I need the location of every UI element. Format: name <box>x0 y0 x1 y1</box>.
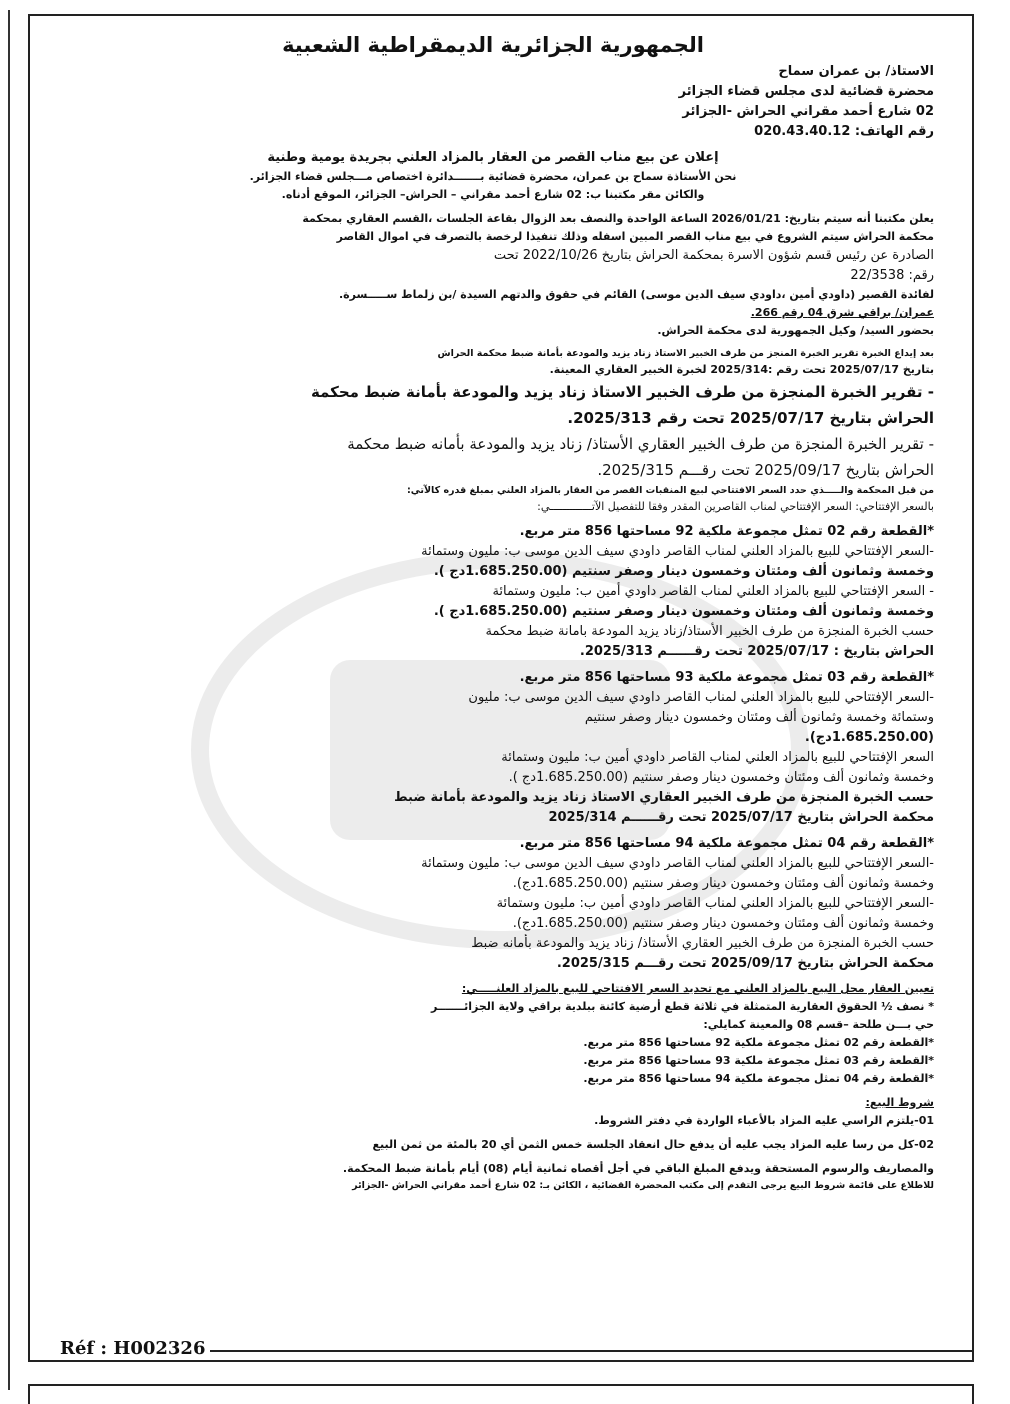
lot-line: - السعر الإفتتاحي للبيع بالمزاد العلني لمناب القاصر داودي أمين ب: مليون وستمائة <box>492 584 934 599</box>
lot-line: حسب الخبرة المنجزة من طرف الخبير العقاري الاستاذ زناد يزيد والمودعة بأمانة ضبط <box>394 790 934 805</box>
body-line: بالسعر الإفتتاحي: السعر الإفتتاحي لمناب القاصرين المقدر وفقا للتفصيل الآتـــــــــــــي: <box>537 500 934 513</box>
property-line: *القطعة رقم 04 تمثل مجموعة ملكية 94 مساحتها 856 متر مربع. <box>583 1072 934 1085</box>
lot-line: الحراش بتاريخ : 2025/07/17 تحت رقــــــم 2025/313. <box>579 644 934 659</box>
office-line: الاستاذ/ بن عمران سماح <box>778 64 934 79</box>
lot-line: -السعر الإفتتاحي للبيع بالمزاد العلني لمناب القاصر داودي سيف الدين موسى ب: مليون وستمائة <box>421 544 934 559</box>
body-line: الحراش بتاريخ 2025/07/17 تحت رقم 2025/313. <box>567 409 934 427</box>
body-line: بتاريخ 2025/07/17 تحت رقم :2025/314 لخبرة الخبير العقاري المعينة. <box>549 363 934 376</box>
property-line: * نصف ½ الحقوق العقارية المتمثلة في ثلاثة قطع أرضية كائنة ببلدية براقي ولاية الجزائـــــــر <box>430 1000 934 1013</box>
lot-line: -السعر الإفتتاحي للبيع بالمزاد العلني لمناب القاصر داودي أمين ب: مليون وستمائة <box>496 896 934 911</box>
expertise-report-313 <box>52 379 934 431</box>
lot-line: حسب الخبرة المنجزة من طرف الخبير الأستاذ/زناد يزيد المودعة بامانة ضبط محكمة <box>485 624 934 639</box>
notice-intro: نحن الأستاذة سماح بن عمران، محضرة قضائية بـــــــدائرة اختصاص مـــجلس قضاء الجزائر. <box>249 170 737 183</box>
auction-details <box>52 210 934 340</box>
body-line: لفائدة القصير (داودي أمين ،داودي سيف الدين موسى) القائم في حقوق والدتهم السيدة /بن زلماط ســـــسرة. <box>338 288 934 301</box>
office-line: محضرة قضائية لدى مجلس قضاء الجزائر <box>678 84 934 99</box>
sale-conditions <box>52 1094 934 1193</box>
expertise-report-315 <box>52 431 934 483</box>
notice-heading: إعلان عن بيع مناب القصر من العقار بالمزاد العلني بجريدة يومية وطنية <box>267 150 719 165</box>
page-title: الجمهورية الجزائرية الديمقراطية الشعبية <box>282 33 704 57</box>
office-phone: رقم الهاتف: 020.43.40.12 <box>754 124 934 139</box>
lot-line: وخمسة وثمانون ألف ومئتان وخمسون دينار وصفر سنتيم (1.685.250.00دج ). <box>508 770 934 785</box>
bailiff-office-block <box>52 62 934 142</box>
lot-02 <box>52 522 934 662</box>
lot-line: -السعر الإفتتاحي للبيع بالمزاد العلني لمناب القاصر داودي سيف الدين موسى ب: مليون وستمائة <box>421 856 934 871</box>
expertise-deposit <box>52 346 934 379</box>
body-line: محكمة الحراش سيتم الشروع في بيع مناب القصر المبين اسفله وذلك تنفيذا لرخصة بالتصرف في اموال القاصر <box>336 230 934 243</box>
body-line: الحراش بتاريخ 2025/09/17 تحت رقـــم 2025/315. <box>597 461 934 479</box>
condition-line: 01-يلتزم الراسي عليه المزاد بالأعباء الواردة في دفتر الشروط. <box>594 1114 934 1127</box>
next-document-frame <box>28 1384 974 1404</box>
property-line: حي بـــن طلحة –قسم 08 والمعينة كمايلي: <box>703 1018 934 1031</box>
body-line: بعد إيداع الخبرة تقرير الخبرة المنجز من طرف الخبير الاستاذ زناد يزيد والمودعة بأمانة ضبط محكمة الحراش <box>437 348 934 359</box>
body-line: - تقرير الخبرة المنجزة من طرف الخبير العقاري الأستاذ/ زناد يزيد والمودعة بأمانه ضبط محكمة <box>347 435 934 453</box>
notice-intro: والكائن مقر مكتبنا ب: 02 شارع أحمد مقراني – الحراش– الجزائر، الموقع أدناه. <box>281 188 705 201</box>
body-line: رقم: 22/3538 <box>850 268 934 283</box>
footer-note: للاطلاع على قائمة شروط البيع يرجى التقدم إلى مكتب المحضرة القضائية ، الكائن بـ: 02 شارع أحمد مقراني الحراش -الجزائر <box>352 1180 934 1191</box>
lot-line: وخمسة وثمانون ألف ومئتان وخمسون دينار وصفر سنتيم (1.685.250.00دج ). <box>433 604 934 619</box>
lot-line: (1.685.250.00دج). <box>804 730 934 745</box>
scan-edge-line <box>8 10 10 1390</box>
lot-line: -السعر الإفتتاحي للبيع بالمزاد العلني لمناب القاصر داودي سيف الدين موسى ب: مليون <box>468 690 934 705</box>
body-line: - تقرير الخبرة المنجزة من طرف الخبير الاستاذ زناد يزيد والمودعة بأمانة ضبط محكمة <box>310 383 934 401</box>
announcement-content <box>52 30 934 1193</box>
lot-title: *القطعة رقم 02 تمثل مجموعة ملكية 92 مساحتها 856 متر مربع. <box>519 524 934 539</box>
body-line: عمران/ براقي شرق 04 رقم 266. <box>750 306 934 319</box>
condition-line: والمصاريف والرسوم المستحقة ويدفع المبلغ الباقي في أجل أقصاه ثمانية أيام (08) أيام بأمانة ضبط المحكمة. <box>342 1162 934 1175</box>
condition-line: 02-كل من رسا عليه المزاد يجب عليه أن يدفع حال انعقاد الجلسة خمس الثمن أي 20 بالمئة من ثمن البيع <box>372 1138 934 1151</box>
office-line: 02 شارع أحمد مقراني الحراش -الجزائر <box>682 104 934 119</box>
reference-rule <box>190 1350 974 1352</box>
lot-line: وستمائة وخمسة وثمانون ألف ومئتان وخمسون دينار وصفر سنتيم <box>584 710 934 725</box>
lot-line: محكمة الحراش بتاريخ 2025/07/17 تحت رقــــــم 2025/314 <box>548 810 934 825</box>
property-line: *القطعة رقم 02 تمثل مجموعة ملكية 92 مساحتها 856 متر مربع. <box>583 1036 934 1049</box>
lot-line: السعر الإفتتاحي للبيع بالمزاد العلني لمناب القاصر داودي أمين ب: مليون وستمائة <box>501 750 934 765</box>
reference-code: Réf : H002326 <box>56 1338 210 1359</box>
property-designation <box>52 980 934 1088</box>
lot-04 <box>52 834 934 974</box>
body-line: يعلن مكتبنا أنه سيتم بتاريخ: 2026/01/21 الساعة الواحدة والنصف بعد الزوال بقاعة الجلسات ،القسم العقاري بمحكمة <box>302 212 934 225</box>
lot-line: وخمسة وثمانون ألف ومئتان وخمسون دينار وصفر سنتيم (1.685.250.00دج). <box>512 876 934 891</box>
lot-03 <box>52 668 934 828</box>
body-line: الصادرة عن رئيس قسم شؤون الاسرة بمحكمة الحراش بتاريخ 2022/10/26 تحت <box>493 248 934 263</box>
body-line: بحضور السيد/ وكيل الجمهورية لدى محكمة الحراش. <box>657 324 934 337</box>
lot-title: *القطعة رقم 03 تمثل مجموعة ملكية 93 مساحتها 856 متر مربع. <box>519 670 934 685</box>
section-heading: شروط البيع: <box>865 1096 934 1109</box>
section-heading: تعيين العقار محل البيع بالمزاد العلني مع تحديد السعر الافتتاحي للبيع بالمزاد العلنـــــي: <box>461 982 934 995</box>
lot-line: وخمسة وثمانون ألف ومئتان وخمسون دينار وصفر سنتيم (1.685.250.00دج). <box>512 916 934 931</box>
lot-line: محكمة الحراش بتاريخ 2025/09/17 تحت رقـــم 2025/315. <box>556 956 934 971</box>
lot-title: *القطعة رقم 04 تمثل مجموعة ملكية 94 مساحتها 856 متر مربع. <box>519 836 934 851</box>
property-line: *القطعة رقم 03 تمثل مجموعة ملكية 93 مساحتها 856 متر مربع. <box>583 1054 934 1067</box>
lot-line: حسب الخبرة المنجزة من طرف الخبير العقاري الأستاذ/ زناد يزيد والمودعة بأمانه ضبط <box>471 936 934 951</box>
body-line: من قبل المحكمة والـــــذي حدد السعر الافتتاحي لبيع المنقبات القصر من العقار بالمزاد العلني بمبلغ قدره كالآتي: <box>407 485 934 496</box>
lot-line: وخمسة وثمانون ألف ومئتان وخمسون دينار وصفر سنتيم (1.685.250.00دج ). <box>433 564 934 579</box>
